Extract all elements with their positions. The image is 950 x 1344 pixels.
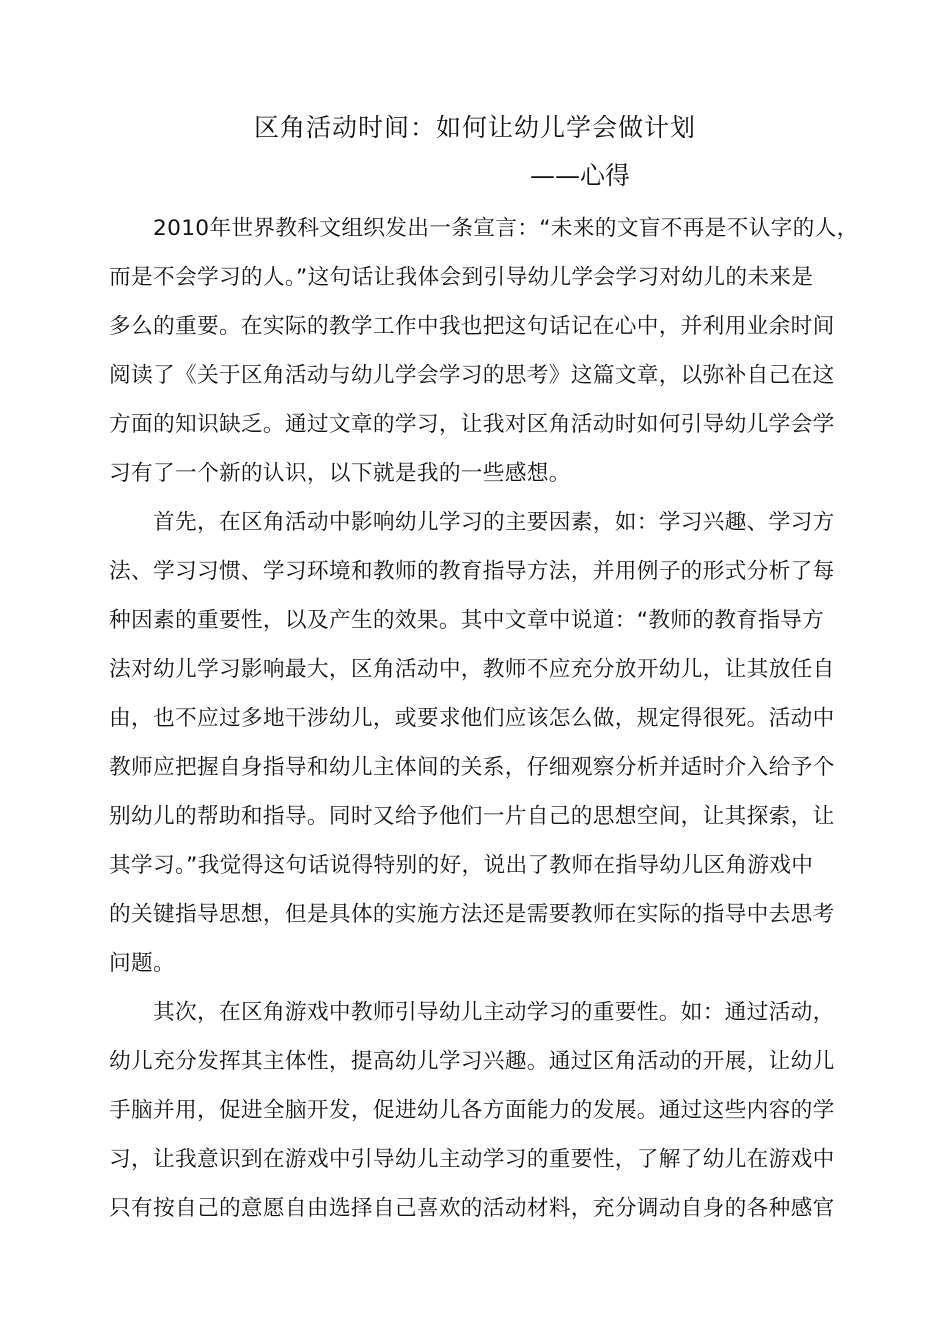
document-body bbox=[109, 204, 869, 1233]
text-line: 法对幼儿学习影响最大，区角活动中，教师不应充分放开幼儿，让其放任自 bbox=[109, 657, 835, 682]
text-line: 而是不会学习的人。”这句话让我体会到引导幼儿学会学习对幼儿的未来是 bbox=[109, 265, 814, 290]
text-line: 种因素的重要性，以及产生的效果。其中文章中说道：“教师的教育指导方 bbox=[109, 608, 825, 633]
paragraph-3 bbox=[109, 988, 869, 1233]
paragraph-2 bbox=[109, 498, 869, 988]
document-title: 区角活动时间：如何让幼儿学会做计划 bbox=[253, 113, 696, 142]
text-line: 其学习。”我觉得这句话说得特别的好，说出了教师在指导幼儿区角游戏中 bbox=[109, 853, 814, 878]
text-line: 2010年世界教科文组织发出一条宣言：“未来的文盲不再是不认字的人， bbox=[153, 216, 859, 241]
text-line: 法、学习习惯、学习环境和教师的教育指导方法，并用例子的形式分析了每 bbox=[109, 559, 835, 584]
text-line: 别幼儿的帮助和指导。同时又给予他们一片自己的思想空间，让其探索，让 bbox=[109, 804, 835, 829]
text-line: 问题。 bbox=[109, 951, 175, 976]
text-line: 其次，在区角游戏中教师引导幼儿主动学习的重要性。如：通过活动， bbox=[153, 1000, 835, 1025]
paragraph-1 bbox=[109, 204, 869, 498]
text-line: 习，让我意识到在游戏中引导幼儿主动学习的重要性，了解了幼儿在游戏中 bbox=[109, 1147, 835, 1172]
text-line: 阅读了《关于区角活动与幼儿学会学习的思考》这篇文章，以弥补自己在这 bbox=[109, 363, 835, 388]
text-line: 由，也不应过多地干涉幼儿，或要求他们应该怎么做，规定得很死。活动中 bbox=[109, 706, 835, 731]
text-line: 手脑并用，促进全脑开发，促进幼儿各方面能力的发展。通过这些内容的学 bbox=[109, 1098, 835, 1123]
document-subtitle: ——心得 bbox=[530, 161, 631, 190]
text-line: 方面的知识缺乏。通过文章的学习，让我对区角活动时如何引导幼儿学会学 bbox=[109, 412, 835, 437]
text-line: 多么的重要。在实际的教学工作中我也把这句话记在心中，并利用业余时间 bbox=[109, 314, 835, 339]
text-line: 首先，在区角活动中影响幼儿学习的主要因素，如：学习兴趣、学习方 bbox=[153, 510, 835, 535]
text-line: 只有按自己的意愿自由选择自己喜欢的活动材料，充分调动自身的各种感官 bbox=[109, 1196, 835, 1221]
text-line: 的关键指导思想，但是具体的实施方法还是需要教师在实际的指导中去思考 bbox=[109, 902, 835, 927]
text-line: 习有了一个新的认识，以下就是我的一些感想。 bbox=[109, 461, 571, 486]
text-line: 教师应把握自身指导和幼儿主体间的关系，仔细观察分析并适时介入给予个 bbox=[109, 755, 835, 780]
text-line: 幼儿充分发挥其主体性，提高幼儿学习兴趣。通过区角活动的开展，让幼儿 bbox=[109, 1049, 835, 1074]
